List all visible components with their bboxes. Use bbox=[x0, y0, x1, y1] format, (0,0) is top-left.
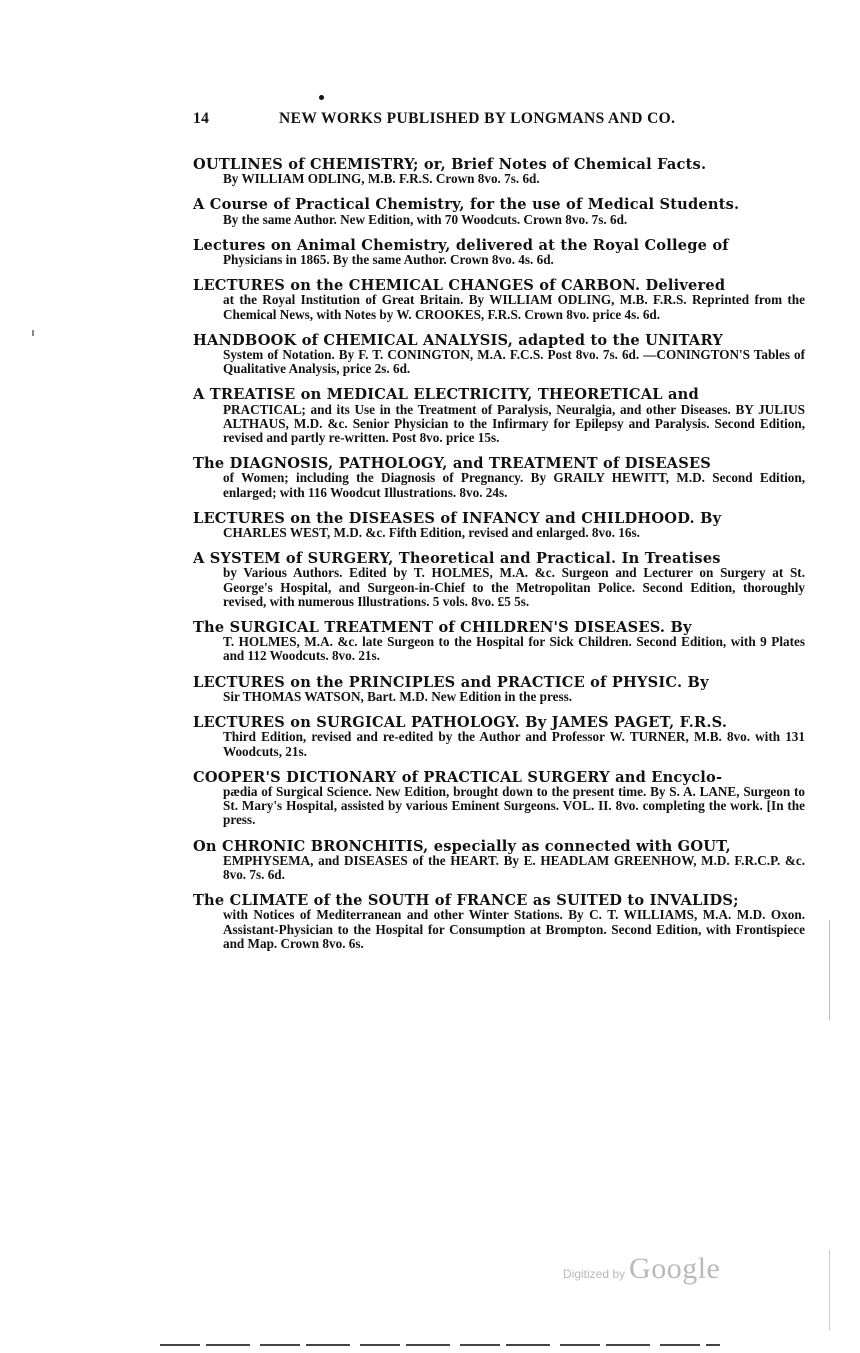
entry-details: System of Notation. By F. T. CONINGTON, M.A. F.C.S. Post 8vo. 7s. 6d. —CONINGTON'S Tables of Qualitative Analysis, price 2s. 6d. bbox=[223, 347, 805, 377]
entry-details: of Women; including the Diagnosis of Pregnancy. By GRAILY HEWITT, M.D. Second Edition, enlarged; with 116 Woodcut Illustrations. 8vo. 24s. bbox=[223, 470, 805, 500]
book-entry bbox=[193, 768, 805, 828]
entry-details: Sir THOMAS WATSON, Bart. M.D. New Edition in the press. bbox=[223, 688, 573, 704]
book-entry bbox=[193, 388, 805, 445]
book-entry bbox=[193, 552, 805, 609]
book-entry bbox=[193, 894, 805, 951]
entry-details: By the same Author. New Edition, with 70 Woodcuts. Crown 8vo. 7s. 6d. bbox=[223, 211, 628, 227]
entry-details: by Various Authors. Edited by T. HOLMES, M.A. &c. Surgeon and Lecturer on Surgery at St. George's Hospital, and Surgeon-in-Chief to the Metropolitan Police. Second Edition, thoroughly revised, with numerous Illustrations. 5 vols. 8vo. £5 5s. bbox=[223, 565, 805, 609]
book-entry bbox=[193, 673, 805, 704]
entry-details: with Notices of Mediterranean and other Winter Stations. By C. T. WILLIAMS, M.A. M.D. Oxon. Assistant-Physician to the Hospital for Consumption at Brompton. Second Edition, with Frontispiece and Map. Crown 8vo. 6s. bbox=[223, 907, 805, 951]
google-logo: Google bbox=[629, 1252, 721, 1285]
entry-details: Third Edition, revised and re-edited by the Author and Professor W. TURNER, M.B. 8vo. with 131 Woodcuts, 21s. bbox=[223, 729, 805, 759]
page-number: 14 bbox=[193, 110, 210, 127]
book-entry bbox=[193, 509, 805, 541]
entry-title: LECTURES on the DISEASES of INFANCY and CHILDHOOD. By bbox=[193, 509, 722, 527]
scan-edge-line bbox=[829, 1250, 830, 1330]
entry-title: LECTURES on the PRINCIPLES and PRACTICE of PHYSIC. By bbox=[193, 673, 709, 691]
entry-title: On CHRONIC BRONCHITIS, especially as connected with GOUT, bbox=[193, 837, 731, 855]
book-entry bbox=[193, 158, 805, 186]
entry-title: Lectures on Animal Chemistry, delivered at the Royal College of bbox=[193, 236, 729, 254]
entry-details: EMPHYSEMA, and DISEASES of the HEART. By E. HEADLAM GREENHOW, M.D. F.R.C.P. &c. 8vo. 7s. 6d. bbox=[223, 852, 805, 882]
book-entry bbox=[193, 621, 805, 664]
book-entry bbox=[193, 331, 805, 377]
book-entry bbox=[193, 837, 805, 883]
entry-title: A SYSTEM of SURGERY, Theoretical and Practical. In Treatises bbox=[193, 550, 721, 568]
entry-title: LECTURES on SURGICAL PATHOLOGY. By JAMES PAGET, F.R.S. bbox=[193, 714, 728, 732]
entry-title: HANDBOOK of CHEMICAL ANALYSIS, adapted to the UNITARY bbox=[193, 331, 723, 349]
stray-dot bbox=[319, 95, 324, 100]
margin-mark bbox=[32, 330, 34, 336]
book-entry bbox=[193, 716, 805, 759]
entry-title: OUTLINES of CHEMISTRY; or, Brief Notes of Chemical Facts. bbox=[193, 156, 707, 173]
entry-details: pædia of Surgical Science. New Edition, brought down to the present time. By S. A. LANE, Surgeon to St. Mary's Hospital, assisted by various Eminent Surgeons. VOL. II. 8vo. completing the work. [In the press. bbox=[223, 783, 805, 828]
entry-title: A TREATISE on MEDICAL ELECTRICITY, THEORETICAL and bbox=[193, 386, 699, 404]
digitized-watermark bbox=[563, 1252, 720, 1286]
entry-title: LECTURES on the CHEMICAL CHANGES of CARBON. Delivered bbox=[193, 277, 726, 295]
entry-details: T. HOLMES, M.A. &c. late Surgeon to the Hospital for Sick Children. Second Edition, with 9 Plates and 112 Woodcuts. 8vo. 21s. bbox=[223, 634, 805, 664]
entry-details: CHARLES WEST, M.D. &c. Fifth Edition, revised and enlarged. 8vo. 16s. bbox=[223, 525, 640, 541]
entry-title: A Course of Practical Chemistry, for the use of Medical Students. bbox=[193, 196, 740, 214]
bottom-rule bbox=[160, 1344, 720, 1346]
advertisement-list bbox=[193, 158, 805, 963]
entry-details: at the Royal Institution of Great Britain. By WILLIAM ODLING, M.B. F.R.S. Reprinted from the Chemical News, with Notes by W. CROOKES, F.R.S. Crown 8vo. price 4s. 6d. bbox=[223, 292, 805, 322]
entry-title: The CLIMATE of the SOUTH of FRANCE as SUITED to INVALIDS; bbox=[193, 892, 739, 910]
entry-title: COOPER'S DICTIONARY of PRACTICAL SURGERY and Encyclo- bbox=[193, 768, 723, 786]
book-entry bbox=[193, 279, 805, 322]
book-entry bbox=[193, 236, 805, 268]
entry-title: The SURGICAL TREATMENT of CHILDREN'S DISEASES. By bbox=[193, 619, 692, 637]
book-entry bbox=[193, 457, 805, 500]
entry-details: By WILLIAM ODLING, M.B. F.R.S. Crown 8vo. 7s. 6d. bbox=[223, 171, 540, 187]
entry-details: Physicians in 1865. By the same Author. Crown 8vo. 4s. 6d. bbox=[223, 252, 554, 268]
watermark-prefix: Digitized by bbox=[563, 1267, 626, 1281]
running-title: NEW WORKS PUBLISHED BY LONGMANS AND CO. bbox=[279, 110, 676, 127]
entry-details: PRACTICAL; and its Use in the Treatment of Paralysis, Neuralgia, and other Diseases. BY JULIUS ALTHAUS, M.D. &c. Senior Physician to the Infirmary for Epilepsy and Paralysis. Second Edition, revised and partly re-written. Post 8vo. price 15s. bbox=[223, 401, 805, 446]
book-entry bbox=[193, 198, 805, 226]
scan-edge-line bbox=[829, 920, 830, 1020]
entry-title: The DIAGNOSIS, PATHOLOGY, and TREATMENT of DISEASES bbox=[193, 455, 712, 473]
